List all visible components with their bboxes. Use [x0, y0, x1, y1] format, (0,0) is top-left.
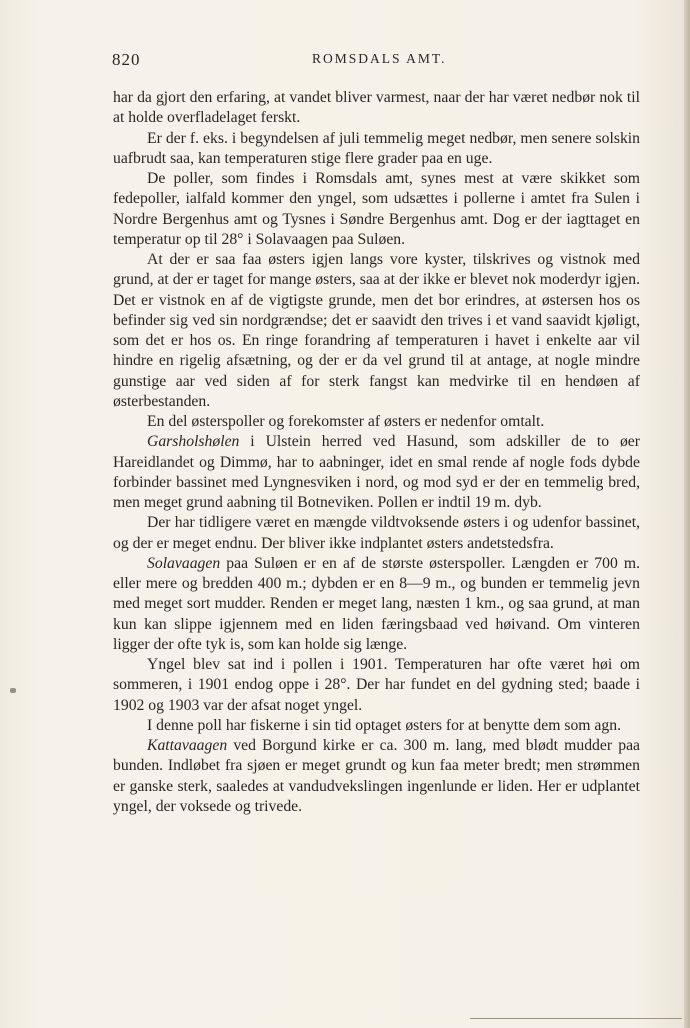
place-name-kattavaagen: Kattavaagen	[147, 737, 228, 754]
page-header	[112, 50, 642, 72]
paragraph-6-text: i Ulstein herred ved Hasund, som adskiller de to øer Hareidlandet og Dimmø, har to aabninger, idet en smal rende af nogle fods dybde forbinder bassinet med Lyngnesviken i nord, og mod syd er der en temmelig bred, men meget grund aabning til Botneviken. Pollen er indtil 19 m. dyb.	[113, 433, 640, 511]
paragraph-7: Der har tidligere været en mængde vildtvoksende østers i og udenfor bassinet, og der er meget endnu. Der bliver ikke indplantet østers andetstedsfra.	[113, 514, 640, 552]
paragraph-1: har da gjort den erfaring, at vandet bliver varmest, naar der har været nedbør nok til at holde overfladelaget ferskt.	[113, 89, 640, 127]
paragraph-4: At der er saa faa østers igjen langs vore kyster, tilskrives og vistnok med grund, at der er taget for mange østers, saa at der ikke er blevet nok moderdyr igjen. Det er vistnok en af de vigtigste grunde, men det bor erindres, at østersen hos os befinder sig ved sin nordgrændse; det er saavidt den trives i et vand saavidt kjøligt, som det er hos os. En ringe forandring af temperaturen i havet i enkelte aar vil hindre en rigelig afsætning, og der er da vel grund til at antage, at nogle mindre gunstige aar ved siden af for sterk fangst kan medvirke til en hendøen af østerbestanden.	[113, 251, 640, 410]
paragraph-8	[113, 554, 640, 655]
body-text	[113, 88, 640, 817]
place-name-garsholsholen: Garsholshølen	[147, 433, 240, 451]
paragraph-5: En del østerspoller og forekomster af østers er nedenfor omtalt.	[147, 413, 545, 430]
bottom-rule	[470, 1018, 682, 1019]
page-number: 820	[112, 50, 141, 69]
page-edge	[684, 0, 690, 1028]
paragraph-3: De poller, som findes i Romsdals amt, synes mest at være skikket som fedepoller, ialfald kommer den yngel, som udsættes i pollerne i amtet fra Sulen i Nordre Bergenhus amt og Tysnes i Søndre Bergenhus amt. Dog er der iagttaget en temperatur op til 28° i Solavaagen paa Suløen.	[113, 170, 640, 248]
ink-mark	[10, 688, 16, 693]
paragraph-6	[113, 432, 640, 513]
paragraph-11-text: ved Borgund kirke er ca. 300 m. lang, med blødt mudder paa bunden. Indløbet fra sjøen er meget grundt og kun faa meter bredt; men strømmen er ganske sterk, saaledes at vandudvekslingen ingenlunde er liden. Her er udplantet yngel, der voksede og trivede.	[113, 737, 640, 815]
running-head: ROMSDALS AMT.	[312, 51, 447, 66]
place-name-solavaagen: Solavaagen	[147, 554, 221, 572]
paragraph-8-text: paa Suløen er en af de største østerspoller. Længden er 700 m. eller mere og bredden 400 m.; dybden er en 8—9 m., og bunden er temmelig jevn med meget sort mudder. Renden er meget lang, næsten 1 km., og saa grund, at man kun kan slippe igjennem med en liden færingsbaad ved høivand. Om vinteren ligger der ofte tyk is, som kan holde sig længe.	[113, 554, 640, 653]
paragraph-9: Yngel blev sat ind i pollen i 1901. Temperaturen har ofte været høi om sommeren, i 1901 endog oppe i 28°. Der har fundet en del gydning sted; baade i 1902 og 1903 var der afsat noget yngel.	[113, 656, 640, 714]
paragraph-11	[113, 736, 640, 817]
paragraph-10: I denne poll har fiskerne i sin tid optaget østers for at benytte dem som agn.	[147, 716, 621, 734]
paragraph-2: Er der f. eks. i begyndelsen af juli temmelig meget nedbør, men senere solskin uafbrudt saa, kan temperaturen stige flere grader paa en uge.	[113, 129, 640, 167]
